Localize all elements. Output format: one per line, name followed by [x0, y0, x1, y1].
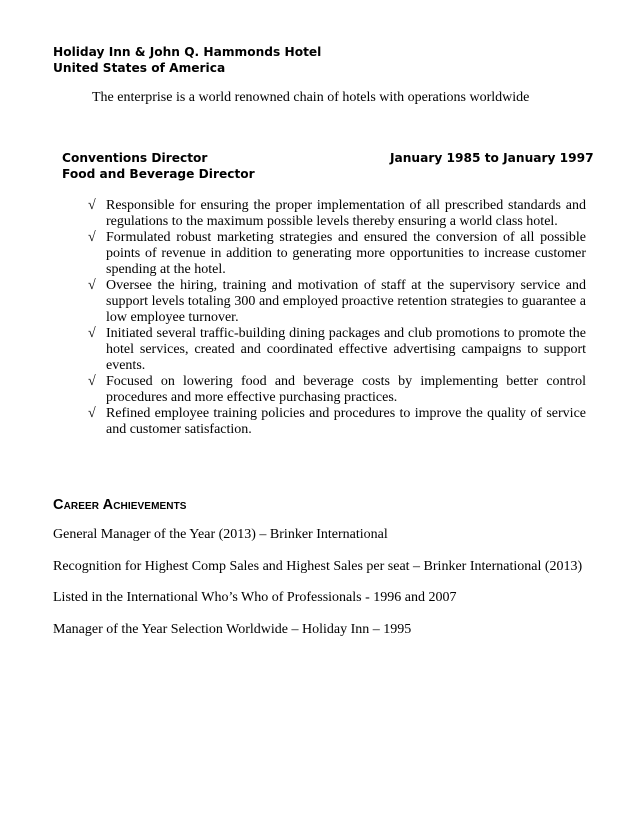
check-icon: √ — [88, 230, 96, 245]
employer-header — [53, 44, 321, 76]
achievement-item: Recognition for Highest Comp Sales and Highest Sales per seat – Brinker International (2013) — [53, 559, 583, 574]
position-title-primary: Conventions Director — [62, 151, 208, 165]
employer-description: The enterprise is a world renowned chain of hotels with operations worldwide — [92, 90, 530, 105]
achievement-item: General Manager of the Year (2013) – Brinker International — [53, 527, 388, 542]
list-item — [88, 278, 586, 326]
check-icon: √ — [88, 198, 96, 213]
check-icon: √ — [88, 374, 96, 389]
list-item — [88, 326, 586, 374]
list-item — [88, 230, 586, 278]
check-icon: √ — [88, 278, 96, 293]
list-item — [88, 374, 586, 406]
responsibilities-list — [88, 198, 586, 438]
check-icon: √ — [88, 326, 96, 341]
responsibility-text: Initiated several traffic-building dining packages and club promotions to promote the hotel services, created and coordinated effective advertising campaigns to support events. — [106, 326, 586, 373]
responsibility-text: Responsible for ensuring the proper implementation of all prescribed standards and regulations to the maximum possible levels thereby ensuring a world class hotel. — [106, 198, 586, 229]
position-titles — [62, 150, 255, 182]
achievement-item: Listed in the International Who’s Who of Professionals - 1996 and 2007 — [53, 590, 457, 605]
responsibility-text: Refined employee training policies and procedures to improve the quality of service and customer satisfaction. — [106, 406, 586, 437]
section-heading-career-achievements: Career Achievements — [53, 497, 187, 513]
responsibility-text: Focused on lowering food and beverage costs by implementing better control procedures and more effective purchasing practices. — [106, 374, 586, 405]
achievement-item: Manager of the Year Selection Worldwide – Holiday Inn – 1995 — [53, 622, 412, 637]
check-icon: √ — [88, 406, 96, 421]
responsibility-text: Oversee the hiring, training and motivation of staff at the supervisory service and support levels totaling 300 and employed proactive retention strategies to guarantee a low employee turnover. — [106, 278, 586, 325]
responsibility-text: Formulated robust marketing strategies and ensured the conversion of all possible points of revenue in addition to generating more opportunities to increase customer spending at the hotel. — [106, 230, 586, 277]
employer-name: Holiday Inn & John Q. Hammonds Hotel — [53, 45, 322, 59]
employer-location: United States of America — [53, 61, 226, 75]
position-title-secondary: Food and Beverage Director — [62, 167, 255, 181]
list-item — [88, 198, 586, 230]
position-dates: January 1985 to January 1997 — [390, 151, 594, 165]
list-item — [88, 406, 586, 438]
